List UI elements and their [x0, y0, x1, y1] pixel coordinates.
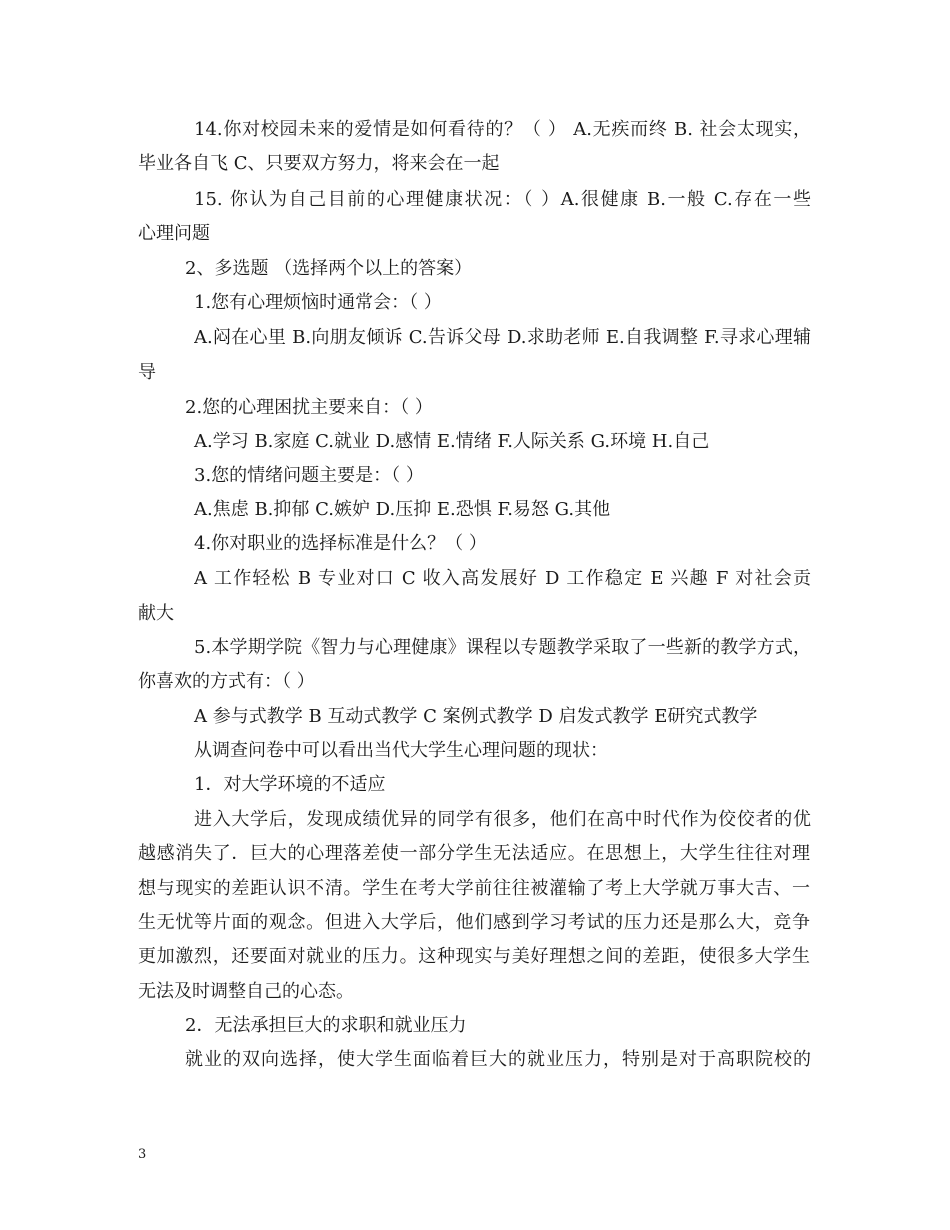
text-line [194, 188, 950, 212]
text-line-content: 1.您有心理烦恼时通常会：（ ） [194, 292, 442, 313]
question [194, 636, 950, 660]
answer-options [194, 498, 950, 522]
section-heading [185, 257, 950, 281]
text-line-content: 你喜欢的方式有：（ ） [138, 671, 315, 692]
paragraph-line [138, 980, 950, 1004]
paragraph-line [138, 877, 950, 901]
text-line-content: 5.本学期学院《智力与心理健康》课程以专题教学采取了一些新的教学方式， [194, 637, 811, 658]
text-line [138, 361, 950, 385]
paragraph-line [194, 808, 950, 832]
text-line-content: 导 [138, 362, 156, 383]
question [185, 396, 950, 420]
text-line [138, 152, 950, 176]
paragraph-line [138, 911, 950, 935]
text-line-content: 15. 你认为自己目前的心理健康状况：（ ）A.很健康 B.一般 C.存在一些 [194, 189, 811, 210]
text-line [138, 602, 950, 626]
page-number: 3 [138, 1147, 147, 1162]
text-line-content: 2.您的心理困扰主要来自：（ ） [185, 397, 433, 418]
text-line-content: 心理问题 [138, 223, 210, 244]
question [194, 291, 950, 315]
text-line-content: 毕业各自飞 C、只要双方努力，将来会在一起 [138, 153, 500, 174]
answer-options [194, 705, 950, 729]
answer-options [194, 430, 950, 454]
paragraph-line [138, 945, 950, 969]
text-line-content: 从调查问卷中可以看出当代大学生心理问题的现状： [194, 740, 608, 761]
text-line [194, 118, 950, 142]
text-line-content: 想与现实的差距认识不清。学生在考大学前往往被灌输了考上大学就万事大吉、一 [138, 878, 810, 899]
text-line-content: 3.您的情绪问题主要是：（ ） [194, 465, 424, 486]
paragraph-line [138, 842, 950, 866]
question [194, 532, 950, 556]
text-line [138, 670, 950, 694]
text-line-content: A 工作轻松 B 专业对口 C 收入高发展好 D 工作稳定 E 兴趣 F 对社会贡 [194, 568, 811, 589]
text-line [138, 222, 950, 246]
text-line-content: A 参与式教学 B 互动式教学 C 案例式教学 D 启发式教学 E研究式教学 [194, 706, 758, 727]
text-line [194, 739, 950, 763]
subheading [185, 1014, 950, 1038]
text-line-content: 献大 [138, 603, 174, 624]
answer-options [194, 567, 950, 591]
text-line-content: 4.你对职业的选择标准是什么？（ ） [194, 533, 487, 554]
text-line-content: A.焦虑 B.抑郁 C.嫉妒 D.压抑 E.恐惧 F.易怒 G.其他 [194, 499, 611, 520]
text-line-content: 越感消失了．巨大的心理落差使一部分学生无法适应。在思想上，大学生往往对理 [138, 843, 810, 864]
subheading [194, 773, 950, 797]
text-line-content: 无法及时调整自己的心态。 [138, 981, 354, 1002]
text-line-content: 2．无法承担巨大的求职和就业压力 [185, 1015, 467, 1036]
text-line-content: A.闷在心里 B.向朋友倾诉 C.告诉父母 D.求助老师 E.自我调整 F.寻求心理辅 [194, 327, 811, 348]
paragraph-line [185, 1048, 950, 1072]
question [194, 464, 950, 488]
text-line-content: 生无忧等片面的观念。但进入大学后，他们感到学习考试的压力还是那么大，竞争 [138, 912, 810, 933]
text-line-content: A.学习 B.家庭 C.就业 D.感情 E.情绪 F.人际关系 G.环境 H.自己 [194, 431, 710, 452]
text-line-content: 就业的双向选择，使大学生面临着巨大的就业压力，特别是对于高职院校的 [185, 1049, 811, 1070]
text-line-content: 14.你对校园未来的爱情是如何看待的？（ ） A.无疾而终 B. 社会太现实， [194, 119, 811, 140]
text-line-content: 1．对大学环境的不适应 [194, 774, 386, 795]
text-line-content: 更加激烈，还要面对就业的压力。这种现实与美好理想之间的差距，使很多大学生 [138, 946, 810, 967]
text-line-content: 进入大学后，发现成绩优异的同学有很多，他们在高中时代作为佼佼者的优 [194, 809, 811, 830]
answer-options [194, 326, 950, 350]
text-line-content: 2、多选题 （选择两个以上的答案） [185, 258, 473, 279]
